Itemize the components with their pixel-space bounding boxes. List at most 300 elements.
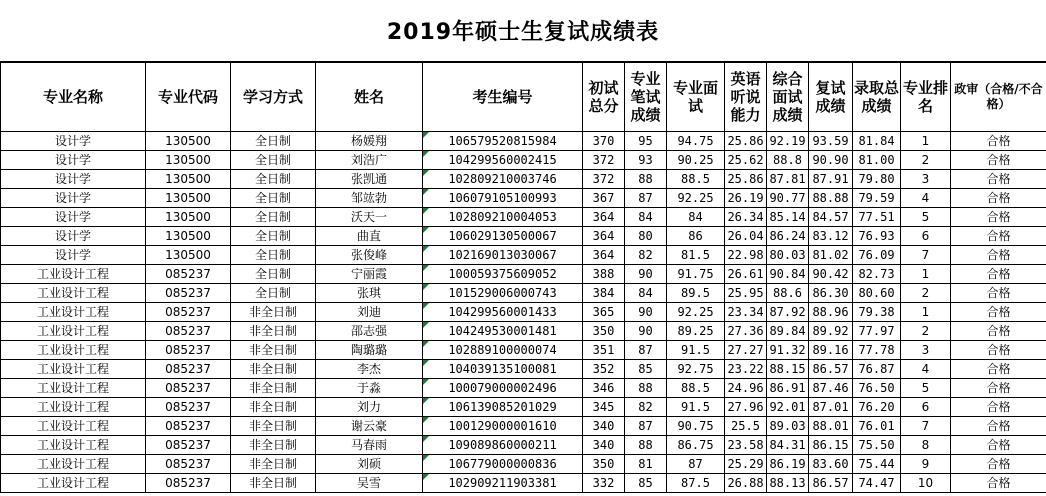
rank-cell: 7 (901, 417, 951, 436)
major-code-cell: 085237 (146, 360, 231, 379)
comprehensive-score-cell: 90.77 (767, 189, 809, 208)
study-mode-cell: 全日制 (231, 132, 316, 151)
major-cell: 工业设计工程 (1, 455, 146, 474)
prelim-score-cell: 388 (583, 265, 625, 284)
political-review-cell: 合格 (951, 398, 1046, 417)
retest-score-cell: 88.96 (809, 303, 853, 322)
col-header-prelim: 初试总分 (583, 63, 625, 132)
written-score-cell: 82 (625, 246, 667, 265)
major-cell: 工业设计工程 (1, 265, 146, 284)
exam-id-cell: 102169013030067 (423, 246, 583, 265)
table-row (1, 341, 1046, 360)
major-code-cell: 085237 (146, 474, 231, 493)
political-review-cell: 合格 (951, 170, 1046, 189)
study-mode-cell: 非全日制 (231, 398, 316, 417)
admission-score-cell: 79.38 (853, 303, 901, 322)
interview-score-cell: 92.25 (667, 189, 725, 208)
interview-score-cell: 89.5 (667, 284, 725, 303)
political-review-cell: 合格 (951, 132, 1046, 151)
comprehensive-score-cell: 88.13 (767, 474, 809, 493)
english-score-cell: 25.86 (725, 170, 767, 189)
admission-score-cell: 76.50 (853, 379, 901, 398)
english-score-cell: 24.96 (725, 379, 767, 398)
table-body (1, 132, 1046, 493)
col-header-rank: 专业排名 (901, 63, 951, 132)
rank-cell: 3 (901, 170, 951, 189)
retest-score-cell: 88.88 (809, 189, 853, 208)
exam-id-cell: 100079000002496 (423, 379, 583, 398)
rank-cell: 4 (901, 189, 951, 208)
prelim-score-cell: 340 (583, 417, 625, 436)
candidate-name-cell: 刘迪 (316, 303, 423, 322)
col-header-code: 专业代码 (146, 63, 231, 132)
retest-score-cell: 81.02 (809, 246, 853, 265)
candidate-name-cell: 刘力 (316, 398, 423, 417)
retest-score-cell: 90.90 (809, 151, 853, 170)
political-review-cell: 合格 (951, 322, 1046, 341)
col-header-admission: 录取总成绩 (853, 63, 901, 132)
political-review-cell: 合格 (951, 284, 1046, 303)
retest-score-cell: 89.16 (809, 341, 853, 360)
admission-score-cell: 80.60 (853, 284, 901, 303)
retest-score-cell: 88.01 (809, 417, 853, 436)
major-cell: 工业设计工程 (1, 303, 146, 322)
prelim-score-cell: 372 (583, 151, 625, 170)
comprehensive-score-cell: 88.8 (767, 151, 809, 170)
candidate-name-cell: 刘硕 (316, 455, 423, 474)
admission-score-cell: 76.87 (853, 360, 901, 379)
exam-id-cell: 102909211903381 (423, 474, 583, 493)
retest-score-cell: 87.91 (809, 170, 853, 189)
retest-score-cell: 86.57 (809, 360, 853, 379)
english-score-cell: 26.61 (725, 265, 767, 284)
interview-score-cell: 89.25 (667, 322, 725, 341)
table-row (1, 208, 1046, 227)
major-code-cell: 130500 (146, 189, 231, 208)
comprehensive-score-cell: 86.19 (767, 455, 809, 474)
exam-id-cell: 101529006000743 (423, 284, 583, 303)
political-review-cell: 合格 (951, 474, 1046, 493)
table-row (1, 474, 1046, 493)
col-header-political: 政审（合格/不合格） (951, 63, 1046, 132)
english-score-cell: 25.29 (725, 455, 767, 474)
comprehensive-score-cell: 90.84 (767, 265, 809, 284)
table-row (1, 265, 1046, 284)
col-header-name: 姓名 (316, 63, 423, 132)
retest-score-cell: 93.59 (809, 132, 853, 151)
rank-cell: 4 (901, 360, 951, 379)
exam-id-cell: 100059375609052 (423, 265, 583, 284)
table-row (1, 379, 1046, 398)
major-cell: 设计学 (1, 170, 146, 189)
major-code-cell: 085237 (146, 265, 231, 284)
interview-score-cell: 88.5 (667, 379, 725, 398)
interview-score-cell: 84 (667, 208, 725, 227)
study-mode-cell: 全日制 (231, 151, 316, 170)
study-mode-cell: 全日制 (231, 170, 316, 189)
exam-id-cell: 106139085201029 (423, 398, 583, 417)
study-mode-cell: 非全日制 (231, 360, 316, 379)
candidate-name-cell: 邵志强 (316, 322, 423, 341)
comprehensive-score-cell: 89.84 (767, 322, 809, 341)
exam-id-cell: 100129000001610 (423, 417, 583, 436)
col-header-interview: 专业面试 (667, 63, 725, 132)
exam-id-cell: 104299560002415 (423, 151, 583, 170)
candidate-name-cell: 沃天一 (316, 208, 423, 227)
major-cell: 工业设计工程 (1, 417, 146, 436)
written-score-cell: 93 (625, 151, 667, 170)
prelim-score-cell: 332 (583, 474, 625, 493)
rank-cell: 3 (901, 341, 951, 360)
major-code-cell: 085237 (146, 455, 231, 474)
admission-score-cell: 76.20 (853, 398, 901, 417)
major-code-cell: 085237 (146, 341, 231, 360)
written-score-cell: 88 (625, 170, 667, 189)
english-score-cell: 23.34 (725, 303, 767, 322)
retest-score-cell: 83.12 (809, 227, 853, 246)
col-header-written: 专业笔试成绩 (625, 63, 667, 132)
retest-score-cell: 86.57 (809, 474, 853, 493)
rank-cell: 8 (901, 436, 951, 455)
english-score-cell: 25.62 (725, 151, 767, 170)
written-score-cell: 87 (625, 189, 667, 208)
major-code-cell: 130500 (146, 208, 231, 227)
table-row (1, 227, 1046, 246)
candidate-name-cell: 张琪 (316, 284, 423, 303)
study-mode-cell: 非全日制 (231, 379, 316, 398)
major-cell: 工业设计工程 (1, 360, 146, 379)
admission-score-cell: 76.93 (853, 227, 901, 246)
candidate-name-cell: 吴雪 (316, 474, 423, 493)
major-cell: 工业设计工程 (1, 436, 146, 455)
written-score-cell: 87 (625, 417, 667, 436)
col-header-exam-id: 考生编号 (423, 63, 583, 132)
page-title: 2019年硕士生复试成绩表 (386, 20, 660, 45)
political-review-cell: 合格 (951, 303, 1046, 322)
study-mode-cell: 全日制 (231, 227, 316, 246)
exam-id-cell: 104299560001433 (423, 303, 583, 322)
written-score-cell: 81 (625, 455, 667, 474)
major-cell: 设计学 (1, 132, 146, 151)
comprehensive-score-cell: 80.03 (767, 246, 809, 265)
interview-score-cell: 88.5 (667, 170, 725, 189)
exam-id-cell: 106579520815984 (423, 132, 583, 151)
english-score-cell: 26.34 (725, 208, 767, 227)
study-mode-cell: 全日制 (231, 246, 316, 265)
prelim-score-cell: 345 (583, 398, 625, 417)
english-score-cell: 23.58 (725, 436, 767, 455)
retest-score-cell: 86.30 (809, 284, 853, 303)
interview-score-cell: 91.5 (667, 398, 725, 417)
prelim-score-cell: 351 (583, 341, 625, 360)
prelim-score-cell: 370 (583, 132, 625, 151)
study-mode-cell: 全日制 (231, 284, 316, 303)
admission-score-cell: 81.00 (853, 151, 901, 170)
rank-cell: 6 (901, 398, 951, 417)
rank-cell: 2 (901, 322, 951, 341)
english-score-cell: 26.88 (725, 474, 767, 493)
admission-score-cell: 82.73 (853, 265, 901, 284)
written-score-cell: 87 (625, 341, 667, 360)
rank-cell: 1 (901, 265, 951, 284)
english-score-cell: 27.96 (725, 398, 767, 417)
prelim-score-cell: 340 (583, 436, 625, 455)
major-code-cell: 085237 (146, 417, 231, 436)
col-header-major: 专业名称 (1, 63, 146, 132)
candidate-name-cell: 于淼 (316, 379, 423, 398)
political-review-cell: 合格 (951, 227, 1046, 246)
comprehensive-score-cell: 86.91 (767, 379, 809, 398)
admission-score-cell: 76.09 (853, 246, 901, 265)
exam-id-cell: 106029130500067 (423, 227, 583, 246)
exam-id-cell: 104249530001481 (423, 322, 583, 341)
major-cell: 工业设计工程 (1, 341, 146, 360)
written-score-cell: 84 (625, 284, 667, 303)
major-code-cell: 085237 (146, 284, 231, 303)
written-score-cell: 88 (625, 436, 667, 455)
table-row (1, 151, 1046, 170)
comprehensive-score-cell: 88.15 (767, 360, 809, 379)
retest-score-cell: 84.57 (809, 208, 853, 227)
candidate-name-cell: 马春雨 (316, 436, 423, 455)
interview-score-cell: 81.5 (667, 246, 725, 265)
english-score-cell: 27.36 (725, 322, 767, 341)
comprehensive-score-cell: 85.14 (767, 208, 809, 227)
table-row (1, 417, 1046, 436)
col-header-retest: 复试成绩 (809, 63, 853, 132)
retest-score-cell: 87.01 (809, 398, 853, 417)
table-row (1, 303, 1046, 322)
rank-cell: 10 (901, 474, 951, 493)
written-score-cell: 95 (625, 132, 667, 151)
comprehensive-score-cell: 87.92 (767, 303, 809, 322)
study-mode-cell: 全日制 (231, 208, 316, 227)
retest-score-cell: 86.15 (809, 436, 853, 455)
english-score-cell: 26.04 (725, 227, 767, 246)
prelim-score-cell: 346 (583, 379, 625, 398)
comprehensive-score-cell: 92.19 (767, 132, 809, 151)
table-row (1, 322, 1046, 341)
exam-id-cell: 102809210004053 (423, 208, 583, 227)
comprehensive-score-cell: 92.01 (767, 398, 809, 417)
admission-score-cell: 75.50 (853, 436, 901, 455)
candidate-name-cell: 李杰 (316, 360, 423, 379)
study-mode-cell: 非全日制 (231, 417, 316, 436)
exam-id-cell: 109089860000211 (423, 436, 583, 455)
major-cell: 设计学 (1, 189, 146, 208)
study-mode-cell: 非全日制 (231, 474, 316, 493)
admission-score-cell: 74.47 (853, 474, 901, 493)
comprehensive-score-cell: 88.6 (767, 284, 809, 303)
major-code-cell: 085237 (146, 398, 231, 417)
table-row (1, 170, 1046, 189)
header-row (1, 63, 1046, 132)
comprehensive-score-cell: 84.31 (767, 436, 809, 455)
interview-score-cell: 94.75 (667, 132, 725, 151)
table-row (1, 455, 1046, 474)
score-table (0, 62, 1046, 493)
prelim-score-cell: 352 (583, 360, 625, 379)
major-cell: 工业设计工程 (1, 322, 146, 341)
study-mode-cell: 非全日制 (231, 455, 316, 474)
written-score-cell: 85 (625, 474, 667, 493)
major-cell: 设计学 (1, 246, 146, 265)
col-header-mode: 学习方式 (231, 63, 316, 132)
written-score-cell: 82 (625, 398, 667, 417)
written-score-cell: 80 (625, 227, 667, 246)
interview-score-cell: 91.5 (667, 341, 725, 360)
political-review-cell: 合格 (951, 417, 1046, 436)
retest-score-cell: 83.60 (809, 455, 853, 474)
candidate-name-cell: 张凯通 (316, 170, 423, 189)
study-mode-cell: 非全日制 (231, 436, 316, 455)
exam-id-cell: 102889100000074 (423, 341, 583, 360)
rank-cell: 1 (901, 303, 951, 322)
written-score-cell: 90 (625, 265, 667, 284)
admission-score-cell: 79.80 (853, 170, 901, 189)
interview-score-cell: 92.75 (667, 360, 725, 379)
political-review-cell: 合格 (951, 436, 1046, 455)
written-score-cell: 90 (625, 303, 667, 322)
major-code-cell: 085237 (146, 322, 231, 341)
political-review-cell: 合格 (951, 360, 1046, 379)
col-header-english: 英语听说能力 (725, 63, 767, 132)
major-cell: 工业设计工程 (1, 284, 146, 303)
study-mode-cell: 非全日制 (231, 303, 316, 322)
major-code-cell: 130500 (146, 246, 231, 265)
table-row (1, 132, 1046, 151)
admission-score-cell: 77.51 (853, 208, 901, 227)
major-cell: 工业设计工程 (1, 379, 146, 398)
major-code-cell: 130500 (146, 151, 231, 170)
political-review-cell: 合格 (951, 151, 1046, 170)
interview-score-cell: 87 (667, 455, 725, 474)
english-score-cell: 26.19 (725, 189, 767, 208)
english-score-cell: 25.95 (725, 284, 767, 303)
rank-cell: 9 (901, 455, 951, 474)
comprehensive-score-cell: 89.03 (767, 417, 809, 436)
exam-id-cell: 102809210003746 (423, 170, 583, 189)
admission-score-cell: 79.59 (853, 189, 901, 208)
prelim-score-cell: 350 (583, 455, 625, 474)
political-review-cell: 合格 (951, 265, 1046, 284)
written-score-cell: 90 (625, 322, 667, 341)
rank-cell: 2 (901, 151, 951, 170)
title-bar (0, 0, 1046, 62)
written-score-cell: 88 (625, 379, 667, 398)
rank-cell: 5 (901, 208, 951, 227)
major-code-cell: 085237 (146, 436, 231, 455)
admission-score-cell: 77.78 (853, 341, 901, 360)
candidate-name-cell: 杨媛翔 (316, 132, 423, 151)
interview-score-cell: 86.75 (667, 436, 725, 455)
candidate-name-cell: 陶璐璐 (316, 341, 423, 360)
retest-score-cell: 90.42 (809, 265, 853, 284)
rank-cell: 5 (901, 379, 951, 398)
rank-cell: 2 (901, 284, 951, 303)
admission-score-cell: 81.84 (853, 132, 901, 151)
candidate-name-cell: 宁丽霞 (316, 265, 423, 284)
major-code-cell: 085237 (146, 379, 231, 398)
interview-score-cell: 90.75 (667, 417, 725, 436)
candidate-name-cell: 曲直 (316, 227, 423, 246)
written-score-cell: 84 (625, 208, 667, 227)
major-cell: 工业设计工程 (1, 398, 146, 417)
political-review-cell: 合格 (951, 246, 1046, 265)
study-mode-cell: 全日制 (231, 189, 316, 208)
table-row (1, 284, 1046, 303)
table-row (1, 189, 1046, 208)
admission-score-cell: 77.97 (853, 322, 901, 341)
study-mode-cell: 全日制 (231, 265, 316, 284)
prelim-score-cell: 364 (583, 227, 625, 246)
study-mode-cell: 非全日制 (231, 322, 316, 341)
written-score-cell: 85 (625, 360, 667, 379)
major-code-cell: 085237 (146, 303, 231, 322)
prelim-score-cell: 372 (583, 170, 625, 189)
major-code-cell: 130500 (146, 170, 231, 189)
exam-id-cell: 106779000000836 (423, 455, 583, 474)
political-review-cell: 合格 (951, 455, 1046, 474)
candidate-name-cell: 张俊峰 (316, 246, 423, 265)
rank-cell: 6 (901, 227, 951, 246)
exam-id-cell: 106079105100993 (423, 189, 583, 208)
interview-score-cell: 90.25 (667, 151, 725, 170)
interview-score-cell: 87.5 (667, 474, 725, 493)
admission-score-cell: 76.01 (853, 417, 901, 436)
table-row (1, 436, 1046, 455)
prelim-score-cell: 384 (583, 284, 625, 303)
major-cell: 设计学 (1, 208, 146, 227)
prelim-score-cell: 364 (583, 208, 625, 227)
comprehensive-score-cell: 91.32 (767, 341, 809, 360)
prelim-score-cell: 365 (583, 303, 625, 322)
table-row (1, 246, 1046, 265)
political-review-cell: 合格 (951, 379, 1046, 398)
major-cell: 设计学 (1, 227, 146, 246)
rank-cell: 1 (901, 132, 951, 151)
exam-id-cell: 104039135100081 (423, 360, 583, 379)
political-review-cell: 合格 (951, 208, 1046, 227)
interview-score-cell: 86 (667, 227, 725, 246)
table-row (1, 398, 1046, 417)
comprehensive-score-cell: 87.81 (767, 170, 809, 189)
political-review-cell: 合格 (951, 189, 1046, 208)
english-score-cell: 25.5 (725, 417, 767, 436)
table-row (1, 360, 1046, 379)
prelim-score-cell: 350 (583, 322, 625, 341)
political-review-cell: 合格 (951, 341, 1046, 360)
admission-score-cell: 75.44 (853, 455, 901, 474)
study-mode-cell: 非全日制 (231, 341, 316, 360)
candidate-name-cell: 谢云豪 (316, 417, 423, 436)
english-score-cell: 22.98 (725, 246, 767, 265)
major-code-cell: 130500 (146, 227, 231, 246)
major-cell: 设计学 (1, 151, 146, 170)
candidate-name-cell: 刘浩广 (316, 151, 423, 170)
prelim-score-cell: 367 (583, 189, 625, 208)
retest-score-cell: 89.92 (809, 322, 853, 341)
retest-score-cell: 87.46 (809, 379, 853, 398)
english-score-cell: 27.27 (725, 341, 767, 360)
english-score-cell: 25.86 (725, 132, 767, 151)
major-cell: 工业设计工程 (1, 474, 146, 493)
interview-score-cell: 91.75 (667, 265, 725, 284)
col-header-comprehensive: 综合面试成绩 (767, 63, 809, 132)
comprehensive-score-cell: 86.24 (767, 227, 809, 246)
interview-score-cell: 92.25 (667, 303, 725, 322)
english-score-cell: 23.22 (725, 360, 767, 379)
